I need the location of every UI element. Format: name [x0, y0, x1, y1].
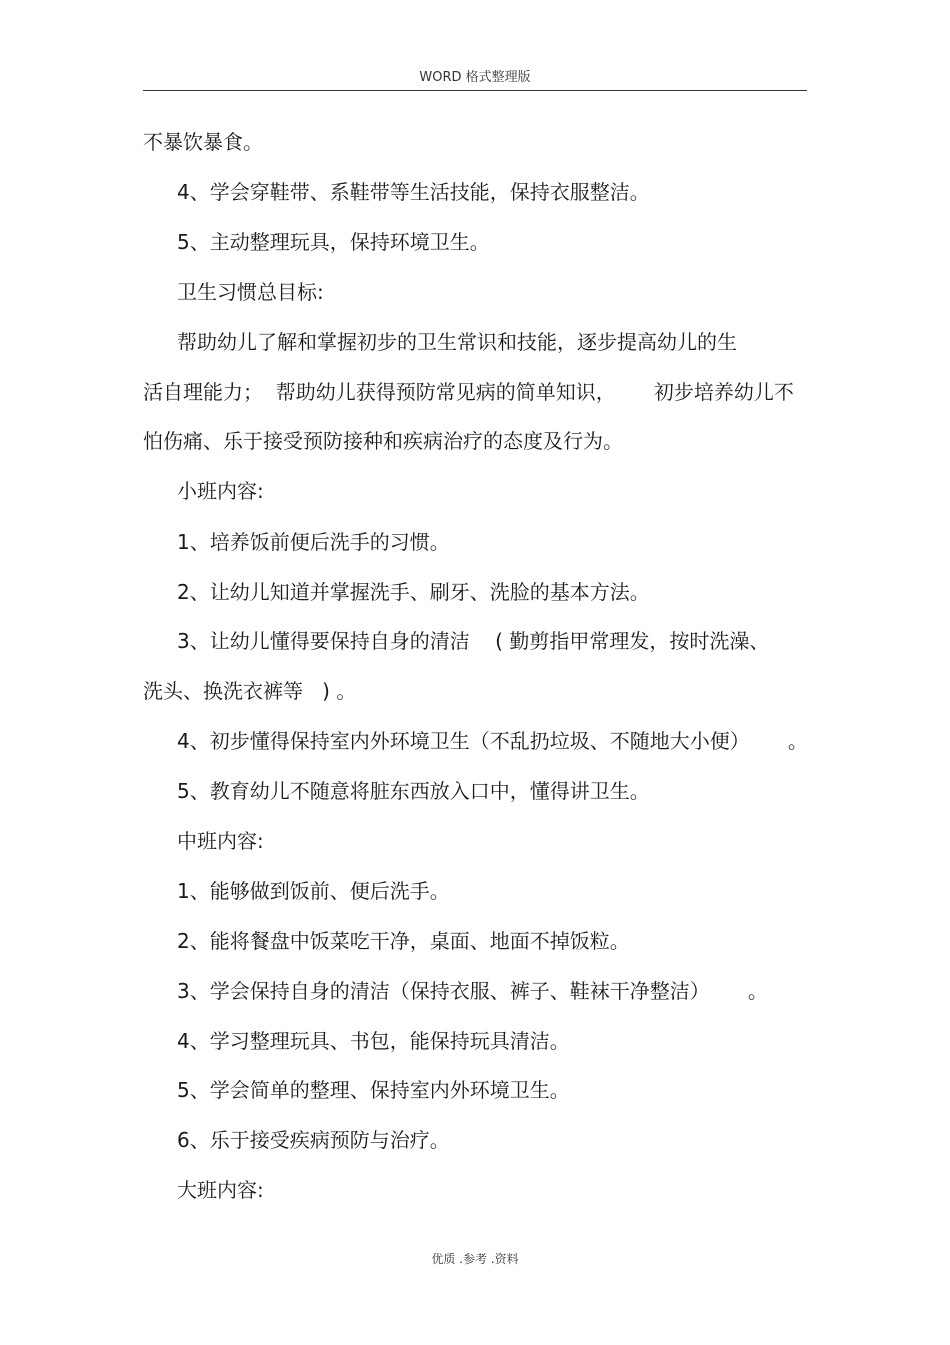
list-item: 4、初步懂得保持室内外环境卫生（不乱扔垃圾、不随地大小便） 。	[177, 729, 808, 753]
section-heading: 卫生习惯总目标:	[177, 280, 324, 304]
header-text: WORD 格式整理版	[419, 70, 531, 85]
page-header	[143, 70, 807, 91]
paragraph-line: 怕伤痛、乐于接受预防接种和疾病治疗的态度及行为。	[143, 429, 623, 453]
list-item: 2、让幼儿知道并掌握洗手、刷牙、洗脸的基本方法。	[177, 580, 650, 604]
paragraph-line: 帮助幼儿了解和掌握初步的卫生常识和技能，逐步提高幼儿的生	[177, 330, 737, 354]
paragraph-line: 4、学会穿鞋带、系鞋带等生活技能，保持衣服整洁。	[177, 180, 650, 204]
list-item: 2、能将餐盘中饭菜吃干净，桌面、地面不掉饭粒。	[177, 929, 630, 953]
section-heading: 大班内容:	[177, 1178, 264, 1202]
list-item: 3、让幼儿懂得要保持自身的清洁 ( 勤剪指甲常理发，按时洗澡、	[177, 629, 770, 653]
footer-text: 优质 .参考 .资料	[431, 1252, 519, 1266]
list-item-continuation: 洗头、换洗衣裤等 ) 。	[143, 679, 357, 703]
paragraph-line: 不暴饮暴食。	[143, 130, 263, 154]
list-item: 5、教育幼儿不随意将脏东西放入口中，懂得讲卫生。	[177, 779, 650, 803]
section-heading: 中班内容:	[177, 829, 264, 853]
list-item: 1、培养饭前便后洗手的习惯。	[177, 530, 450, 554]
paragraph-line: 活自理能力； 帮助幼儿获得预防常见病的简单知识， 初步培养幼儿不	[143, 380, 794, 404]
paragraph-line: 5、主动整理玩具，保持环境卫生。	[177, 230, 490, 254]
list-item: 3、学会保持自身的清洁（保持衣服、裤子、鞋袜干净整洁） 。	[177, 979, 768, 1003]
section-heading: 小班内容:	[177, 479, 264, 503]
list-item: 6、乐于接受疾病预防与治疗。	[177, 1128, 450, 1152]
list-item: 5、学会简单的整理、保持室内外环境卫生。	[177, 1078, 570, 1102]
page-footer	[0, 1250, 950, 1267]
list-item: 4、学习整理玩具、书包，能保持玩具清洁。	[177, 1029, 570, 1053]
list-item: 1、能够做到饭前、便后洗手。	[177, 879, 450, 903]
